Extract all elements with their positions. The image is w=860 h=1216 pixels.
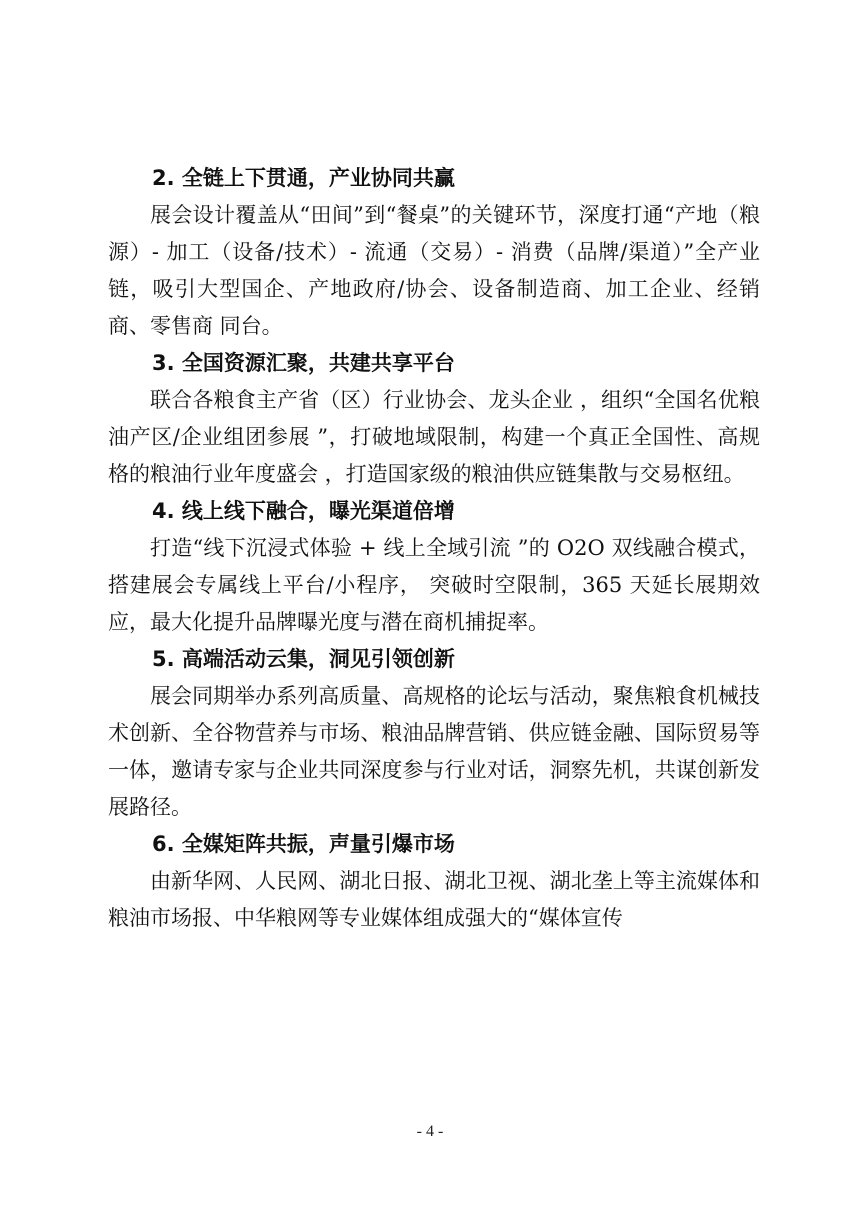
section-paragraph: 打造“线下沉浸式体验 + 线上全域引流 ”的 O2O 双线融合模式， 搭建展会专属线上平台/小程序， 突破时空限制，365 天延长展期效应，最大化提升品牌曝光度与潜在商机捕捉率。 — [108, 536, 760, 634]
section-heading: 5. 高端活动云集，洞见引领创新 — [152, 647, 455, 671]
document-body — [108, 160, 760, 937]
section-paragraph: 由新华网、人民网、湖北日报、湖北卫视、湖北垄上等主流媒体和粮油市场报、中华粮网等专业媒体组成强大的“媒体宣传 — [108, 869, 760, 930]
page-number: - 4 - — [416, 1123, 444, 1140]
section-heading: 4. 线上线下融合，曝光渠道倍增 — [152, 499, 455, 523]
section-heading: 6. 全媒矩阵共振，声量引爆市场 — [152, 832, 455, 856]
section-heading: 2. 全链上下贯通，产业协同共赢 — [152, 166, 455, 190]
section-paragraph: 展会设计覆盖从“田间”到“餐桌”的关键环节，深度打通“产地（粮源）- 加工（设备/技术）- 流通（交易）- 消费（品牌/渠道）”全产业链，吸引大型国企、产地政府/协会、设备制造商、加工企业、经销商、零售商 同台。 — [108, 203, 760, 338]
section-paragraph: 联合各粮食主产省（区）行业协会、龙头企业 ，组织“全国名优粮油产区/企业组团参展 ”，打破地域限制，构建一个真正全国性、高规格的粮油行业年度盛会 ，打造国家级的粮油供应链集散与交易枢纽。 — [108, 388, 760, 486]
section-paragraph: 展会同期举办系列高质量、高规格的论坛与活动，聚焦粮食机械技术创新、全谷物营养与市场、粮油品牌营销、供应链金融、国际贸易等一体，邀请专家与企业共同深度参与行业对话，洞察先机，共谋创新发展路径。 — [108, 684, 760, 819]
section-heading: 3. 全国资源汇聚，共建共享平台 — [152, 351, 455, 375]
